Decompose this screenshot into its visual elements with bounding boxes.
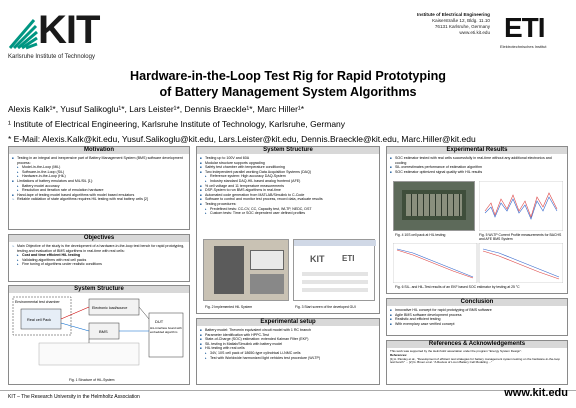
references-heading: References & Acknowledgements (387, 341, 567, 348)
list-item: ▸ Software-in-the-Loop (SiL) (12, 170, 186, 175)
experimental-setup-heading: Experimental setup (197, 319, 379, 326)
pc-box (39, 343, 139, 365)
fig3-caption: Fig. 3 Start screen of the developed GUI (295, 305, 356, 309)
list-item: ■ % cell voltage and 11 temperature measurements (200, 184, 376, 189)
institute-web[interactable]: www.eti.kit.edu (459, 30, 490, 35)
list-item: ■ Realistic and efficient testing (390, 317, 564, 322)
fig4-photo (393, 181, 475, 231)
institute-city: 76131 Karlsruhe, Germany (434, 24, 490, 29)
fig6-soc-plot (393, 243, 563, 283)
list-item: ▸ Cost and time efficient HiL testing (12, 253, 186, 258)
list-item: ■ Testing procedures: (200, 202, 376, 207)
motivation-panel (8, 146, 190, 230)
references-text: [1] A. Pandey et al., "Development of efficient test strategies for battery management system testing on the hardware-in-the-loop test bench" ... [2] G. Bruen et al. "A Review of Li-ion Battery Cell Modeling ..." (390, 356, 560, 365)
list-item: ■ Innovative HIL concept for rapid prototyping of BMS software (390, 308, 564, 313)
list-item: ■ SIL overestimates performance of estimation algorithm (390, 165, 564, 170)
fig5-caption: Fig. 5 WLTP Current Profile measurements for BACHS and AFE BMS System (479, 233, 562, 241)
system-structure-mid-heading: System Structure (197, 147, 379, 154)
list-item: ■ Safety test chamber with temperature conditioning (200, 165, 376, 170)
fig5-current-plot (479, 181, 563, 231)
list-item: ■ Hand-tape of testing model based algorithms with model based emulators (12, 193, 186, 198)
list-item: ■ Automated code generation from MATLAB/Simulink to C-Code (200, 193, 376, 198)
list-item: ➢ Reliable validation of state algorithms requires HiL testing with real battery cells [2] (12, 197, 186, 202)
kit-logo (8, 10, 126, 62)
institute-street: Kaiserstraße 12, Bldg. 11.10 (432, 18, 490, 23)
fig3-gui-screenshot (293, 239, 375, 301)
authors: Alexis Kalk¹*, Yusuf Salikoglu¹*, Lars Leister¹*, Dennis Braeckle¹*, Marc Hiller¹* (8, 104, 305, 114)
list-item: ▸ Model-in-the-Loop (MiL) (12, 165, 186, 170)
gui-eti-logo: ETI (342, 254, 355, 263)
institute-address (390, 12, 490, 36)
fig1-caption: Fig. 1 Structure of HiL-System (69, 378, 115, 382)
list-item: ▸ Resolution and iteration rate of emulation hardware (12, 188, 186, 193)
conclusion-heading: Conclusion (387, 299, 567, 306)
title-line-2: of Battery Management System Algorithms (159, 85, 417, 99)
list-item: ▸ Predefined tests: CC-CV, CC, Capacity test, WLTP, NEDC, DST (200, 207, 376, 212)
list-item: ▸ Industry standard DAQ-HIL based analog frontend (AFE) (200, 179, 376, 184)
list-item: ■ SOC estimator optimized signal quality with HIL results (390, 170, 564, 175)
list-item: ▸ 34V, 10S cell pack of 18650-type cylindrical Li-NMC cells (200, 351, 376, 356)
footer-divider (0, 390, 576, 391)
eti-logo (498, 12, 564, 52)
list-item: ■ Battery model: Thevenin equivalent circuit model with 1 RC branch (200, 328, 376, 333)
environment-label: Environmental test chamber (15, 300, 60, 304)
list-item: ■ Testing in an integral and inexpensive part of Battery Management System (BMS) software development process: (12, 156, 186, 165)
list-item: ■ SOC estimator tested with real cells successfully in real-time without any additional electronics and cooling (390, 156, 564, 165)
list-item: ■ Two independent parallel working Data Acquisition Systems (DAQ) (200, 170, 376, 175)
list-item: ■ Limitations of battery emulators and MiL/SiL [1]: (12, 179, 186, 184)
system-structure-left-panel (8, 285, 190, 385)
list-item: ▸ Validating algorithms with real cell packs (12, 258, 186, 263)
list-item: ▸ Reference system: High accuracy DAQ-System (200, 174, 376, 179)
experimental-results-panel (386, 146, 568, 294)
list-item: ■ State-of-Charge (SOC) estimation: extended Kalman Filter (EKF) (200, 337, 376, 342)
footer-url[interactable]: www.kit.edu (504, 387, 568, 399)
emulator-label: Electronic load/source (92, 306, 128, 310)
fig2-caption: Fig. 2 Implemented HiL System (205, 305, 253, 309)
list-item: ▸ Custom tests: Time or SOC dependent user defined profiles (200, 211, 376, 216)
host-label: HiL-Interface board with embedded algorithm (150, 327, 182, 334)
list-item: ■ Agile BMS software development process (390, 313, 564, 318)
system-structure-mid-panel (196, 146, 380, 314)
list-item: ▸ Hardware-in-the-Loop (HiL) (12, 174, 186, 179)
kit-logo-mark-icon (8, 14, 38, 50)
gui-kit-logo: KIT (310, 254, 325, 264)
list-item: ■ SIL testing in Matlab/Simulink with battery model (200, 342, 376, 347)
references-label: References: (390, 352, 408, 357)
objectives-panel (8, 234, 190, 282)
list-item: ▸ Test with Worldwide harmonized light vehicles test procedure (WLTP) (200, 356, 376, 361)
title-line-1: Hardware-in-the-Loop Test Rig for Rapid Prototyping (130, 69, 446, 83)
acknowledgement-text: This work was supported by the Helmholtz association under the program "Energy System Design". (390, 349, 523, 353)
dut-label: DUT (155, 319, 164, 324)
list-item: ▸ Battery model accuracy (12, 184, 186, 189)
list-item: ▸ Fine tuning of algorithms under realistic conditions (12, 262, 186, 267)
email-line: * E-Mail: Alexis.Kalk@kit.edu, Yusuf.Salikoglu@kit.edu, Lars.Leister@kit.edu, Dennis.Braeckle@kit.edu, Marc.Hiller@kit.edu (8, 134, 476, 144)
list-item: ■ Testing up to 100V and 60A (200, 156, 376, 161)
system-structure-left-heading: System Structure (9, 286, 189, 293)
experimental-results-heading: Experimental Results (387, 147, 567, 154)
kit-subtitle: Karlsruhe Institute of Technology (8, 54, 95, 60)
institute-name: Institute of Electrical Engineering (416, 12, 490, 17)
real-pack-label: Real cell Pack (27, 318, 52, 322)
poster-title (40, 68, 536, 100)
footer-left-text: KIT – The Research University in the Helmholtz Association (8, 394, 140, 400)
list-item: ■ With exemplary case verified concept (390, 322, 564, 327)
list-item: ■ Parameter identification with HPPC-Test (200, 333, 376, 338)
affiliation: ¹ Institute of Electrical Engineering, Karlsruhe Institute of Technology, Karlsruhe, Germany (8, 119, 346, 129)
hil-structure-diagram (9, 293, 189, 377)
objectives-heading: Objectives (9, 235, 189, 242)
motivation-heading: Motivation (9, 147, 189, 154)
list-item: ➢ Main Objective of the study is the development of a hardware-in-the-loop test bench for rapid prototyping, testing and evaluation of BMS algorithms in real-time with real cells: (12, 244, 186, 253)
list-item: ■ Modular structure supports upgrading (200, 161, 376, 166)
list-item: ■ HIL testing with real cells (200, 346, 376, 351)
conclusion-panel (386, 298, 568, 336)
list-item: ■ DSP-System to run BMS algorithms in real-time (200, 188, 376, 193)
fig4-caption: Fig. 4 10S cell pack at HIL testing (395, 233, 446, 237)
kit-logo-text: KIT (38, 8, 100, 52)
fig2-photo (203, 239, 289, 301)
experimental-setup-panel (196, 318, 380, 385)
eti-subtitle: Elektrotechnisches Institut (500, 44, 547, 49)
bms-label: BMS (99, 329, 108, 334)
list-item: ■ Software to control and monitor test process, record data, evaluate results (200, 197, 376, 202)
fig6-caption: Fig. 6 SIL- and HiL-Test results of an EKF based SOC estimator by testing at 25 °C (395, 285, 520, 289)
eti-logo-text: ETI (504, 12, 545, 43)
references-panel (386, 340, 568, 385)
